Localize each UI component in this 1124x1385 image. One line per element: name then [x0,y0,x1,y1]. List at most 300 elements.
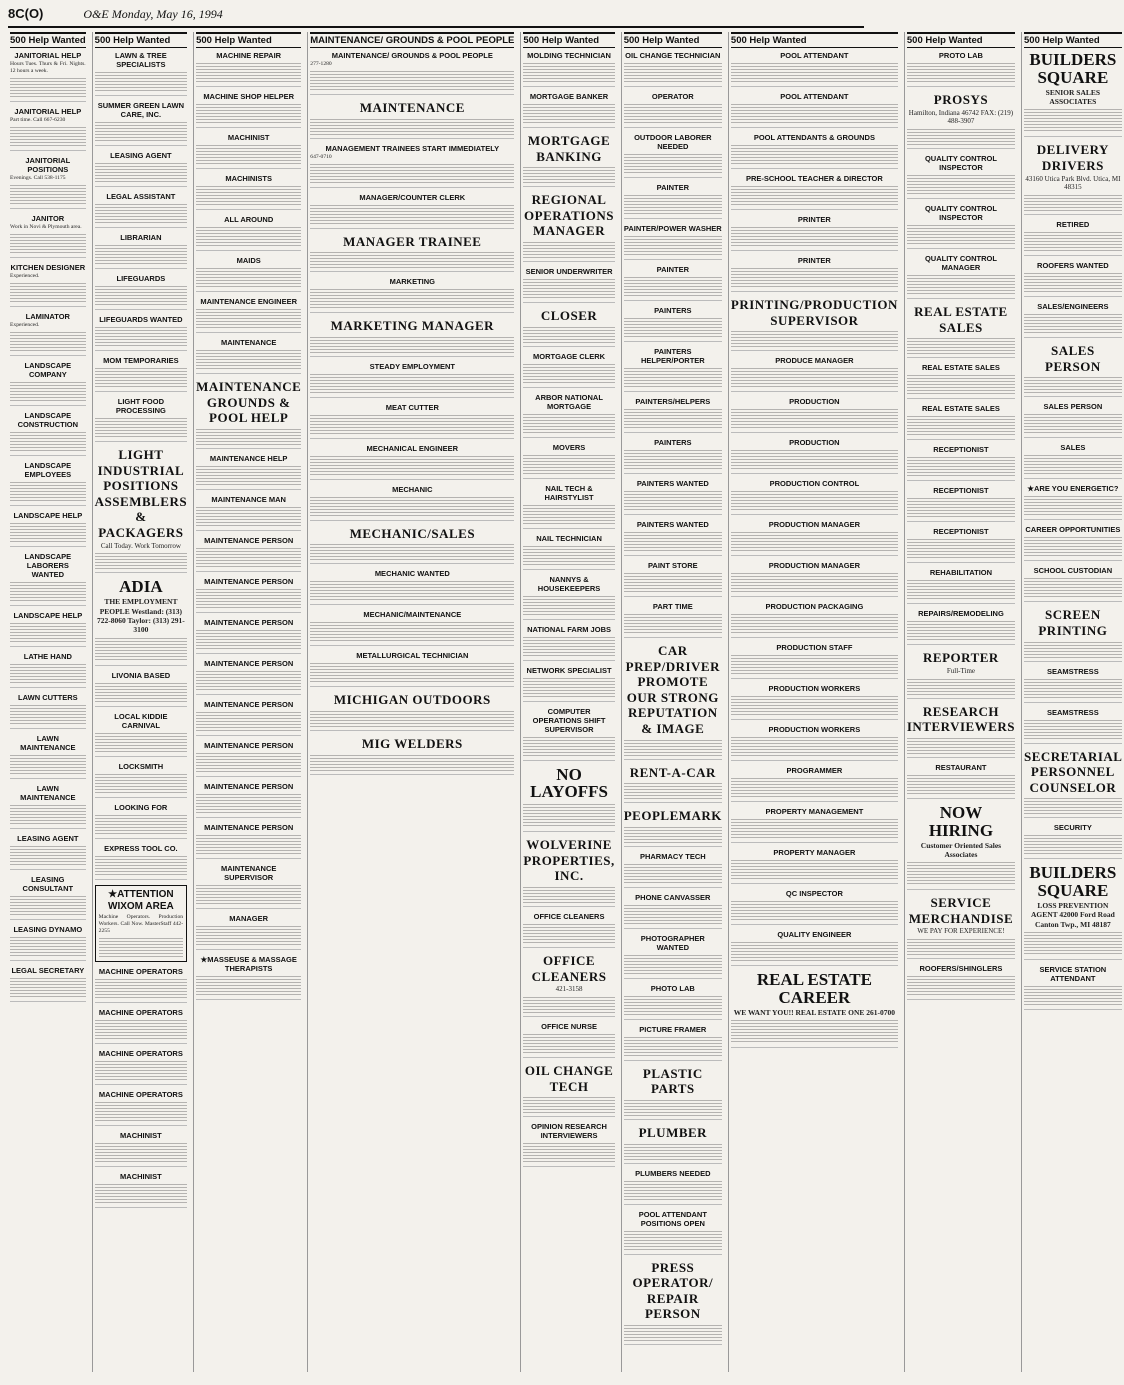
ad-heading: MAINTENANCE PERSON [204,576,294,586]
ad-fine-print [1024,833,1122,855]
ad-heading: PRODUCE MANAGER [775,356,854,366]
ad-heading: EXPRESS TOOL CO. [104,843,178,853]
ad-heading: CAR PREP/DRIVER PROMOTE OUR STRONG REPUTATION & IMAGE [625,643,720,736]
ad-fine-print [523,61,614,83]
ad-fine-print [523,503,614,525]
ad-heading: REAL ESTATE CAREER [756,970,872,1008]
classified-ad [1024,525,1122,561]
ad-heading: MAIDS [236,256,261,265]
classified-ad [624,265,722,301]
ad-heading: BUILDERS SQUARE [1029,863,1117,901]
ad-fine-print [1024,494,1122,516]
ad-heading: PRINTER [797,215,831,224]
ad-fine-print [731,735,898,757]
ad-fine-print [10,753,86,775]
ad-heading: PRODUCTION CONTROL [769,479,860,489]
ad-heading: ★ ARE YOU ENERGETIC? [1024,484,1122,493]
ad-fine-print [1024,375,1122,393]
ad-fine-print [310,413,514,435]
ad-fine-print [95,1018,187,1040]
classified-ad [10,652,86,688]
classified-ad [310,318,514,357]
classified-columns [8,32,1123,1372]
classified-ad [1024,607,1122,661]
ad-heading: LIFEGUARDS [116,274,166,283]
ad-heading: PHARMACY TECH [639,851,706,861]
classified-ad [310,692,514,731]
ad-heading: OFFICE NURSE [541,1021,597,1031]
ad-heading: LAWN MAINTENANCE [20,733,76,752]
classified-ad [196,297,301,333]
ad-fine-print [95,416,187,438]
classified-ad [196,338,301,374]
classified-ad [907,445,1015,481]
ad-fine-print [10,844,86,866]
classified-ad [624,133,722,178]
classified-ad [196,51,301,87]
classified-ad [310,736,514,775]
ad-fine-print [196,669,301,691]
ad-fine-print [10,125,86,147]
ad-fine-print [731,489,898,511]
column-heading: 500 Help Wanted [1024,32,1122,48]
ad-heading: SALES [1060,443,1086,453]
classified-ad [196,914,301,950]
ad-heading: POOL ATTENDANT POSITIONS OPEN [638,1209,707,1228]
ad-body: Full-Time [946,666,975,675]
ad-fine-print [196,427,301,445]
ad-fine-print [624,275,722,297]
classified-ad [907,404,1015,440]
classified-ad [624,183,722,219]
classified-ad [731,356,898,392]
classified-ad [310,362,514,398]
ad-heading: PLASTIC PARTS [642,1065,703,1097]
ad-fine-print [95,1059,187,1081]
ad-fine-print [523,1141,614,1163]
ad-heading: SERVICE STATION ATTENDANT [1039,965,1107,984]
classified-ad [731,807,898,843]
classified-ad [310,100,514,139]
ad-fine-print [731,407,898,429]
ad-body: Call Today. Work Tomorrow [100,541,181,550]
ad-fine-print [95,681,187,703]
ad-fine-print [624,152,722,174]
ad-fine-print [523,102,614,124]
ad-heading: LOCKSMITH [118,761,164,771]
ad-body: Customer Oriented Sales Associates [920,840,1002,859]
ad-heading: PAINTER [656,183,689,192]
classified-ad [1024,343,1122,397]
classified-ad [624,224,722,260]
classified-ad [523,393,614,438]
ad-heading: OFFICE CLEANERS [533,912,605,922]
ad-fine-print [907,373,1015,395]
ad-heading: QUALITY CONTROL INSPECTOR [924,204,997,223]
ad-heading: MICHIGAN OUTDOORS [333,692,491,708]
ad-heading: MARKETING [389,277,436,287]
ad-fine-print [907,336,1015,354]
ad-heading: CAREER OPPORTUNITIES [1025,525,1121,535]
ad-heading: OPERATOR [651,92,694,101]
ad-heading: MAINTENANCE ENGINEER [200,297,298,306]
ad-heading: POOL ATTENDANTS & GROUNDS [753,133,875,142]
classified-ad [907,568,1015,604]
classified-ad [310,526,514,565]
classified-ad [10,834,86,870]
classified-ad [95,51,187,96]
ad-heading: DELIVERY DRIVERS [1036,142,1109,174]
ad-heading: RESEARCH INTERVIEWERS [906,703,1016,735]
ad-heading: PLUMBERS NEEDED [635,1168,711,1178]
classified-ad [624,438,722,474]
classified-ad [1024,566,1122,602]
classified-ad [95,803,187,839]
ad-heading: JANITORIAL HELP [14,106,82,116]
ad-fine-print [731,858,898,880]
ad-heading: MAINTENANCE [220,338,277,347]
ad-fine-print [196,102,301,124]
ad-fine-print [731,653,898,675]
ad-fine-print [624,612,722,634]
ad-fine-print [624,234,722,256]
classified-ad [624,561,722,597]
ad-heading: MOLDING TECHNICIAN [527,51,611,60]
ad-heading: MIG WELDERS [361,735,463,751]
ad-fine-print [196,833,301,855]
ad-body: Evenings. Call 538-1175 [10,174,66,181]
classified-ad [196,577,301,613]
classified-ad [523,707,614,761]
classified-ad [523,1022,614,1058]
ad-heading: SERVICE MERCHANDISE [908,895,1014,926]
ad-heading: MACHINE SHOP HELPER [203,92,295,101]
ad-heading: MORTGAGE BANKING [527,133,611,164]
classified-ad [624,306,722,342]
ad-heading: REAL ESTATE SALES [914,304,1008,335]
ad-fine-print [907,273,1015,295]
ad-fine-print [907,677,1015,695]
classified-ad [624,852,722,888]
classified-ad [624,643,722,760]
ad-heading: PROPERTY MANAGER [773,848,856,858]
ad-heading: JANITORIAL HELP [14,51,82,60]
ad-fine-print [907,537,1015,559]
ad-fine-print [10,330,86,352]
classified-ad [523,92,614,128]
ad-fine-print [624,862,722,884]
ad-fine-print [95,772,187,794]
ad-heading: PRODUCTION PACKAGING [765,602,864,612]
classified-ad [196,864,301,909]
ad-fine-print [310,203,514,225]
classified-ad [310,51,514,95]
ad-body: 647-0710 [310,153,332,160]
classified-ad [1024,443,1122,479]
classified-ad [95,356,187,392]
classified-ad [731,520,898,556]
classified-ad [10,461,86,506]
classified-ad [95,233,187,269]
ad-heading: MACHINE OPERATORS [98,966,183,976]
classified-ad [523,133,614,187]
ad-heading: LANDSCAPE LABORERS WANTED [24,551,72,579]
classified-ad [310,277,514,313]
classified-ad [95,1049,187,1085]
ad-fine-print [731,143,898,165]
classified-ad [10,263,86,307]
classified-ad [196,495,301,531]
ad-heading: ★ MASSEUSE & MASSAGE THERAPISTS [196,955,301,973]
classified-ad [523,51,614,87]
classified-ad [523,666,614,702]
ad-fine-print [1024,796,1122,814]
ad-fine-print [310,542,514,560]
ad-heading: PRODUCTION [789,438,840,448]
ad-heading: REGIONAL OPERATIONS MANAGER [524,192,615,239]
ad-fine-print [523,594,614,616]
ad-fine-print [196,974,301,996]
ad-body: SENIOR SALES ASSOCIATES [1045,87,1101,107]
ad-fine-print [523,362,614,384]
classified-ad [95,762,187,798]
ad-heading: PRINTING/PRODUCTION SUPERVISOR [730,297,898,328]
ad-heading: SECURITY [1053,823,1092,833]
ad-heading: MAINTENANCE GROUNDS & POOL HELP [196,379,302,426]
ad-fine-print [95,243,187,265]
classified-ad [731,438,898,474]
ad-fine-print [731,102,898,124]
ad-fine-print [310,117,514,135]
ad-heading: MECHANICAL ENGINEER [366,443,459,453]
ad-fine-print [10,662,86,684]
ad-fine-print [10,183,86,205]
ad-fine-print [95,325,187,347]
classified-ad [907,763,1015,799]
classified-ad [95,447,187,573]
ad-heading: REPORTER [923,650,999,666]
ad-fine-print [907,860,1015,886]
ad-fine-print [196,307,301,329]
classified-ad [731,174,898,210]
ad-heading: PRODUCTION STAFF [776,643,853,653]
ad-fine-print [196,710,301,732]
classified-column [728,32,900,1372]
ad-fine-print [95,1141,187,1163]
classified-ad [196,618,301,654]
ad-fine-print [731,448,898,470]
ad-heading: PRODUCTION MANAGER [768,520,861,530]
classified-ad [624,1210,722,1255]
classified-ad [624,479,722,515]
classified-ad [907,704,1015,758]
classified-column [621,32,724,1372]
ad-fine-print [310,372,514,394]
ad-fine-print [624,316,722,338]
ad-heading: LEGAL ASSISTANT [106,192,176,201]
classified-ad [1024,402,1122,438]
masthead [8,6,864,28]
classified-ad [731,215,898,251]
classified-ad [624,602,722,638]
classified-ad [310,403,514,439]
ad-heading: PRE-SCHOOL TEACHER & DIRECTOR [745,174,883,183]
ad-fine-print [10,281,86,303]
ad-heading: MARKETING MANAGER [330,318,495,334]
ad-fine-print [310,335,514,353]
ad-fine-print [523,1032,614,1054]
classified-ad [196,133,301,169]
ad-heading: MACHINE REPAIR [216,51,282,60]
ad-fine-print [310,69,514,91]
ad-fine-print [624,102,722,124]
ad-heading: PAINT STORE [647,561,698,570]
ad-body: WE WANT YOU!! REAL ESTATE ONE 261-0700 [733,1007,896,1017]
ad-heading: PAINTERS WANTED [636,520,709,529]
ad-heading: PRINTER [797,256,831,265]
ad-heading: PHOTOGRAPHER WANTED [640,933,705,952]
ad-heading: SUMMER GREEN LAWN CARE, INC. [97,101,184,119]
ad-fine-print [907,974,1015,996]
ad-fine-print [523,735,614,757]
classified-ad [196,955,301,1000]
page-number: 8C(O) [8,6,44,21]
classified-ad [731,889,898,925]
ad-fine-print [95,120,187,142]
column-heading: 500 Help Wanted [523,32,614,48]
ad-fine-print [731,366,898,388]
classified-ad [1024,749,1122,819]
ad-fine-print [196,61,301,83]
classified-ad [523,575,614,620]
ad-fine-print [310,709,514,727]
classified-ad [907,609,1015,645]
classified-ad [95,844,187,880]
ad-heading: POOL ATTENDANT [780,92,849,101]
ad-fine-print [907,736,1015,754]
ad-fine-print [731,571,898,593]
ad-fine-print [196,546,301,568]
ad-heading: POOL ATTENDANT [780,51,849,60]
ad-fine-print [10,521,86,543]
classified-ad [95,712,187,757]
classified-ad [196,536,301,572]
ad-heading: PAINTER/POWER WASHER [623,224,722,233]
classified-ad [907,254,1015,299]
classified-column [8,32,88,1372]
ad-heading: LEASING AGENT [17,833,79,843]
ad-fine-print [310,579,514,601]
ad-heading: MANAGER TRAINEE [343,233,482,249]
classified-ad [1024,302,1122,338]
ad-heading: PRESS OPERATOR/ REPAIR PERSON [632,1259,714,1322]
ad-fine-print [624,1229,722,1251]
ad-fine-print [523,1095,614,1113]
ad-fine-print [10,480,86,502]
ad-fine-print [731,817,898,839]
ad-heading: MAINTENANCE PERSON [204,822,294,832]
ad-fine-print [1024,193,1122,211]
ad-fine-print [624,953,722,975]
ad-fine-print [95,977,187,999]
ad-fine-print [196,225,301,247]
classified-ad [523,766,614,833]
ad-heading: MECHANIC [392,484,433,494]
ad-heading: LIBRARIAN [120,233,162,242]
classified-ad [523,625,614,661]
ad-heading: SCREEN PRINTING [1038,607,1108,638]
classified-ad [731,725,898,761]
classified-ad [624,1260,722,1345]
ad-fine-print [10,580,86,602]
ad-fine-print [10,935,86,957]
ad-fine-print [310,250,514,268]
ad-fine-print [95,1100,187,1122]
classified-ad [95,397,187,442]
ad-heading: MOVERS [552,442,586,452]
ad-heading: COMPUTER OPERATIONS SHIFT SUPERVISOR [532,706,606,734]
ad-fine-print [310,454,514,476]
classified-ad [731,479,898,515]
ad-heading: SCHOOL CUSTODIAN [1033,566,1113,576]
classified-ad [731,133,898,169]
ad-fine-print [624,366,722,388]
ad-heading: RESTAURANT [935,762,987,772]
ad-heading: REAL ESTATE SALES [921,404,1000,414]
ad-heading: LOCAL KIDDIE CARNIVAL [114,711,168,730]
classified-ad [907,51,1015,87]
classified-ad [95,192,187,228]
classified-ad [731,848,898,884]
ad-heading: LAWN & TREE SPECIALISTS [115,51,167,69]
ad-fine-print [10,430,86,452]
ad-heading: KITCHEN DESIGNER [10,262,86,272]
ad-heading: ROOFERS/SHINGLERS [919,964,1003,974]
classified-ad [907,363,1015,399]
classified-ad [907,964,1015,1000]
ad-heading: SEAMSTRESS [1047,707,1099,717]
ad-heading: MECHANIC WANTED [374,569,450,579]
classified-ad [196,256,301,292]
ad-fine-print [624,903,722,925]
column-heading: 500 Help Wanted [95,32,187,48]
ad-body: WE PAY FOR EXPERIENCE! [917,927,1005,936]
classified-ad [731,92,898,128]
classified-ad [1024,51,1122,137]
ad-fine-print [95,366,187,388]
ad-fine-print [731,940,898,962]
classified-ad [907,527,1015,563]
ad-fine-print [196,587,301,609]
ad-heading: SALES PERSON [1045,343,1101,374]
ad-fine-print [10,76,86,98]
classified-ad [10,156,86,209]
ad-fine-print [310,495,514,517]
ad-fine-print [10,621,86,643]
ad-fine-print [310,661,514,683]
classified-ad [95,1008,187,1044]
ad-fine-print [196,464,301,486]
ad-fine-print [1024,107,1122,133]
classified-ad [10,875,86,920]
classified-column [307,32,516,1372]
ad-fine-print [624,738,722,756]
ad-fine-print [196,792,301,814]
ad-heading: MAINTENANCE PERSON [204,617,294,627]
ad-fine-print [523,277,614,299]
classified-ad [523,837,614,907]
ad-fine-print [731,225,898,247]
